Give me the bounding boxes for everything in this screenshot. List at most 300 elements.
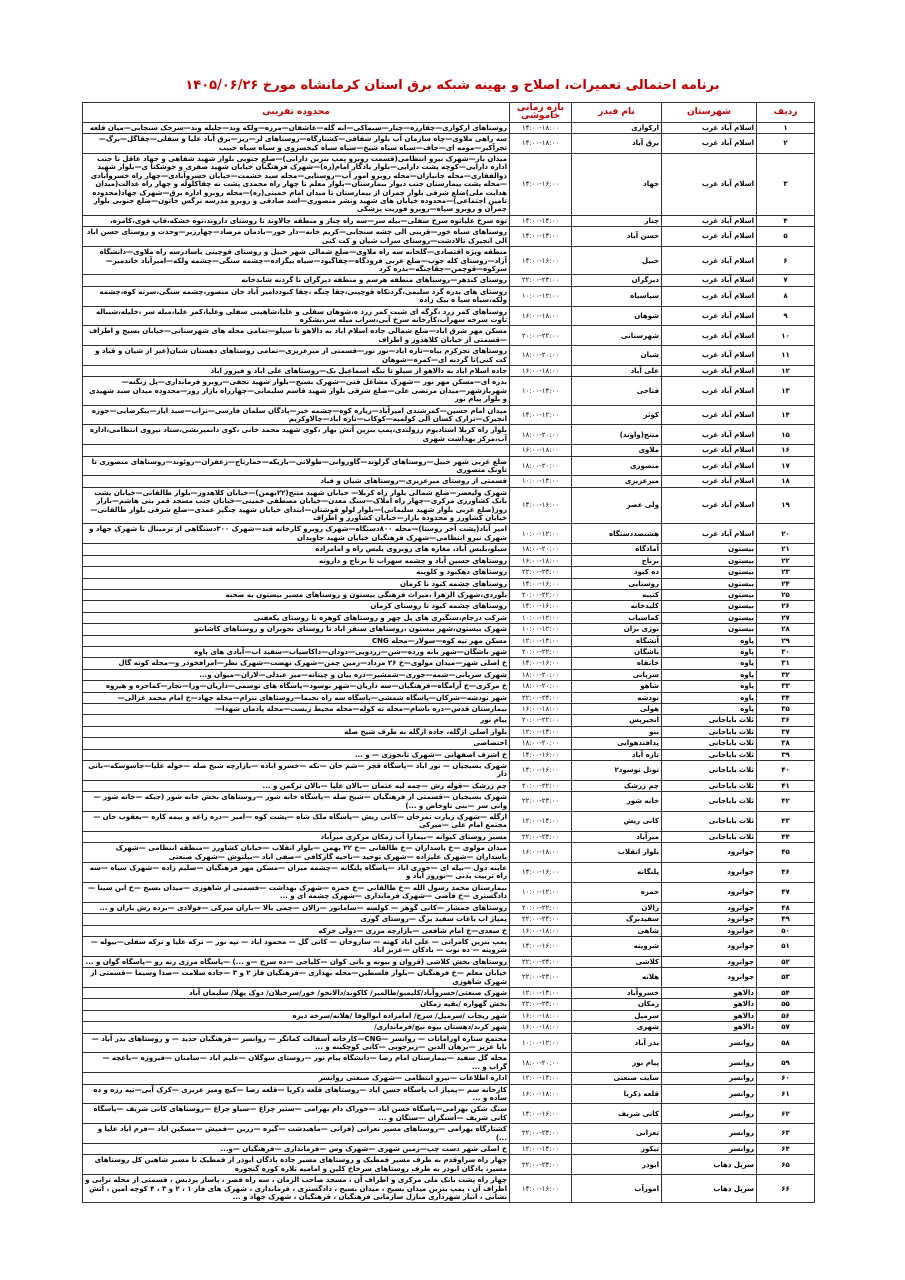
row-feeder: برناج xyxy=(572,555,662,566)
row-area: شهرک بسیجیان —قسمتی از فرهنگیان —شیخ صله —پاسگاه خانه شور —روستاهای بخش خانه شور (جبکه —خانه شور —وانی سر —بنی ناوخاص و ...) xyxy=(83,792,510,812)
row-number: ۲۵ xyxy=(757,589,815,600)
table-row xyxy=(83,914,815,925)
row-area: روستاهای بخش کلاشی (قزوان و بیونه و بانی کوان —کلیاجی —ده سرخ —و ...) —پاسگاه مرزی رنه رو —پاسگاه گوان و ... xyxy=(83,956,510,967)
row-number: ۵۴ xyxy=(757,987,815,998)
row-number: ۴۵ xyxy=(757,843,815,863)
row-city: روانسر xyxy=(662,1073,757,1084)
row-feeder: انجیرپس xyxy=(572,715,662,726)
table-row xyxy=(83,1104,815,1124)
row-feeder: آمادگاه xyxy=(572,544,662,555)
row-area: شهرک ولیعصر—ضلع شمالی بلوار راه کربلا— خیابان شهید متنج(۲۲بهمن)—خیابان کلاهدوز—بلوار طالقانی—خیابان پشت بانک کشاورزی مرکزی—چهار راه املاک—سنگ معدن—خیابان مصطفی خمینی—خیابان جنب مسجد قمر بنی هاشم—بازار روز(ضلع غربی بلوار شهید سلیمانی)—بلوار لولو قوشتان—ابتدای خیابان شهید چنگیز عمدی—ضلع شرقی بلوار طالقانی—خیابان کشاورز و محدوده بازار—خیابان کشاورز و اطراف xyxy=(83,487,510,524)
table-row xyxy=(83,326,815,346)
row-number: ۳۸ xyxy=(757,738,815,749)
table-row xyxy=(83,646,815,657)
row-number: ۱ xyxy=(757,122,815,133)
table-header-row xyxy=(83,103,815,123)
row-area: سه راهی ملاوی—چاه سازمان آب بلوار شقاقی—کشتارگاه—روستاهای لر—ریز—برق آباد علیا و سفلی—چقاگل—برگ—تجرآکبر—مومه ای—جاف—سیاه سیاه شیخ—سیاه سیاه کیخسروی و سیاه سیاه حبیب xyxy=(83,134,510,154)
table-row xyxy=(83,405,815,425)
row-area: مسکن مهر تپه کوه—سولار—محله CNG xyxy=(83,635,510,646)
row-feeder: خسروآباد xyxy=(572,987,662,998)
row-number: ۷ xyxy=(757,275,815,286)
row-city: بیستون xyxy=(662,567,757,578)
row-city: اسلام آباد غرب xyxy=(662,445,757,456)
row-number: ۱۹ xyxy=(757,487,815,524)
row-time: ۲۲:۰۰-۲۴:۰۰ xyxy=(510,275,572,286)
table-row xyxy=(83,703,815,714)
row-city: پاوه xyxy=(662,658,757,669)
row-city: جوانرود xyxy=(662,936,757,956)
row-area: کارخانه سم —پمپاژ اب پاسگاه حسن اباد —روستاهای قلعه ذکریا —قلعه رضا —کیچ ومیر عزیزی —کرک آبی—تپه رزه و ده ساده و ... xyxy=(83,1084,510,1104)
row-feeder: جهاد xyxy=(572,154,662,216)
row-city: اسلام آباد غرب xyxy=(662,247,757,275)
row-feeder: پیام نور xyxy=(572,1053,662,1073)
row-city: ثلاث باباجانی xyxy=(662,761,757,781)
row-area: پمپ بنزین کامرانی — علی اباد کهنه — ساروخان — کانی گل — محمود اباد — تپه نور — ترکه علیا و ترکه سفلی—بیوله — شروینه — ده نوت — بادکان —عزیز اباد xyxy=(83,936,510,956)
row-feeder: تیکوز xyxy=(572,1144,662,1155)
row-time: ۱۶:۰۰-۱۸:۰۰ xyxy=(510,306,572,326)
table-row xyxy=(83,1033,815,1053)
row-area: پیام نور xyxy=(83,715,510,726)
row-city: بیستون xyxy=(662,544,757,555)
row-time: ۱۰:۰۰-۱۲:۰۰ xyxy=(510,624,572,635)
schedule-table xyxy=(82,102,815,1203)
row-city: اسلام آباد غرب xyxy=(662,365,757,376)
row-feeder: شاهی xyxy=(572,925,662,936)
row-city: پاوه xyxy=(662,669,757,680)
row-number: ۱۷ xyxy=(757,456,815,476)
table-row xyxy=(83,286,815,306)
header-city: شهرستان xyxy=(662,103,757,123)
row-time: ۱۲:۰۰-۱۴:۰۰ xyxy=(510,726,572,737)
row-city: ثلاث باباجانی xyxy=(662,749,757,760)
row-area: اختصاصی xyxy=(83,738,510,749)
row-number: ۲۶ xyxy=(757,601,815,612)
row-feeder: پلنگانه xyxy=(572,863,662,883)
row-number: ۴۱ xyxy=(757,780,815,791)
row-feeder: زمکان xyxy=(572,999,662,1010)
row-city: اسلام آباد غرب xyxy=(662,425,757,445)
row-city: بیستون xyxy=(662,555,757,566)
row-number: ۲ xyxy=(757,134,815,154)
table-row xyxy=(83,1124,815,1144)
table-body xyxy=(83,122,815,1203)
row-feeder: کلاشی xyxy=(572,956,662,967)
row-number: ۱۶ xyxy=(757,445,815,456)
row-area: روستاهای سیاه خور—قرینی الی چشه سنجابی—کریم خانه—دار خور—بادمان مرصاد—چهارزبر—وحدت و روستای حسن اباد الی انجیرک تالادشت—روستای سراب شیان و کت کنی xyxy=(83,227,510,247)
row-city: بیستون xyxy=(662,589,757,600)
row-number: ۳۰ xyxy=(757,646,815,657)
header-time: بازه زمانی خاموشی xyxy=(510,103,572,123)
row-feeder: کماسیاب xyxy=(572,612,662,623)
table-row xyxy=(83,863,815,883)
table-row xyxy=(83,365,815,376)
header-feeder: نام فیدر xyxy=(572,103,662,123)
row-time: ۱۲:۰۰-۱۴:۰۰ xyxy=(510,812,572,832)
row-area: میدان مولوی —خ پاسداران —خ طالقانی —خ ۲۲ بهمن —بلوار انقلاب —خیابان کشاورز —منطقه انتظامی —شهرک پاسداران —شهرک علیزاده —شهرک توحید —ناحیه گازکافی —صفی اباد —بیلتوش —شهرک صنعتی xyxy=(83,843,510,863)
row-feeder: دیزگران xyxy=(572,275,662,286)
row-time: ۲۲:۰۰-۲۴:۰۰ xyxy=(510,692,572,703)
table-row xyxy=(83,425,815,445)
row-time: ۱۴:۰۰-۱۲:۰۰ xyxy=(510,405,572,425)
row-feeder: نوژی بران xyxy=(572,624,662,635)
row-area: روستاهای ارکوازی—چقارزه—چنار—سیماکی—انه گله—عاشقان—مرزه—ولکه وند—جلیله وند—سرخک سنجابی—میان قلعه xyxy=(83,122,510,133)
row-feeder: حمزه xyxy=(572,882,662,902)
row-city: بیستون xyxy=(662,612,757,623)
table-row xyxy=(83,306,815,326)
row-area: شهرک بیستون،شهر بیستون ،روستاهای سنقر اباد تا روستای نجوبران و روستاهای کاشانتو xyxy=(83,624,510,635)
row-time: ۱۲:۰۰-۱۴:۰۰ xyxy=(510,635,572,646)
table-row xyxy=(83,1022,815,1033)
row-area: بلوردی،شهرک الزهرا ،میراث فرهنگی بیستون و روستاهای مسیر بیستون به صحنه xyxy=(83,589,510,600)
row-city: روانسر xyxy=(662,1124,757,1144)
row-area: مجتمع ستاره اورامانات — روانسر —CNG—کارخانه آسفالت کمانگر — روانسر —فرهنگیان جدید — و روستاهای بدر آباد —بابا عزیز —برهان الدین —زیرجوبی —کانی کوچکینه و ... xyxy=(83,1033,510,1053)
row-city: اسلام آباد غرب xyxy=(662,275,757,286)
table-row xyxy=(83,968,815,988)
row-number: ۳ xyxy=(757,154,815,216)
row-number: ۱۸ xyxy=(757,476,815,487)
row-number: ۵۰ xyxy=(757,925,815,936)
row-area: شهرک بسیجیان — نور اباد —پاسگاه قجر —شم خان —تکه —خسرو اباده —بازارچه شیخ صله —خوله علیا—جاسوسکه—بانی دار xyxy=(83,761,510,781)
row-time: ۱۴:۰۰-۱۶:۰۰ xyxy=(510,761,572,781)
row-number: ۳۳ xyxy=(757,681,815,692)
row-feeder: هشتصددستگاه xyxy=(572,524,662,544)
row-feeder: ولی عصر xyxy=(572,487,662,524)
row-area xyxy=(83,445,510,456)
row-number: ۳۵ xyxy=(757,703,815,714)
row-city: اسلام آباد غرب xyxy=(662,134,757,154)
row-city: بیستون xyxy=(662,601,757,612)
row-area: میدان امام حسین—کمرشندی امیرآباد—زیاره کوه—چشمه خیر—پادگان سلمان فارسی—تراب—سید ایاز—بیکرضایی—جوزه انجیرک—تزارک کسان الی کولمبه—کوکاب—تازه اباد—چالاوکریم xyxy=(83,405,510,425)
row-feeder: شیان xyxy=(572,346,662,366)
row-time: ۱۰:۰۰-۱۲:۰۰ xyxy=(510,882,572,902)
row-feeder: سایت صنعتی xyxy=(572,1073,662,1084)
row-time: ۲۰:۰۰-۲۲:۰۰ xyxy=(510,780,572,791)
row-number: ۶ xyxy=(757,247,815,275)
row-area: خیابان معلم —خ فرهنگیان —بلوار فلسطین—محله بهداری —فرهنگیان فاز ۲ و ۳ —جاده سلامت —صدا وسیما —قسمتی از شهرک شاهوزی xyxy=(83,968,510,988)
row-time: ۱۶:۰۰-۱۸:۰۰ xyxy=(510,1022,572,1033)
row-area: خ سعدی—خ امام شافعی —بازارچه مرزی —دولی خرکه xyxy=(83,925,510,936)
row-time: ۱۴:۰۰-۱۶:۰۰ xyxy=(510,863,572,883)
row-city: پاوه xyxy=(662,703,757,714)
row-feeder: سرمیل xyxy=(572,1010,662,1021)
page-title: برنامه احتمالی تعمیرات، اصلاح و بهینه شبکه برق استان کرمانشاه مورخ ۱۴۰۵/۰۶/۲۶ xyxy=(185,78,720,93)
row-number: ۴۰ xyxy=(757,761,815,781)
row-number: ۴۴ xyxy=(757,831,815,842)
row-area: میدان بار—شهرک نیرو انتظامی(قسمت روبرو پمپ بنزین دارایی)—ضلع جنوبی بلوار شهید شفاهی و جهاد عاقل تا جنب اداره دارایی—کوچه پشت دارایی—بلوار یادگار امام(ره)—شهرک فرهنگیان خیابان شهید صفری و خوشکنا ی—بلوار شهید ذوالفقاری—محله جانبازان—محله روبرو امور آب—روستایی—محله سید حشمت—خیابان خسروآبادی—چهار راه خسروآبادی—محله پشت بیمارستان جنب دیوار بیمارستان—بلوار معلم تا چهار راه محمدی پشت ته چقاکلوله و چهار راه عدالت(میدان هدایت ملی)ضلع شرقی بلوار چمران از بیمارستان تا میدان امام خمینی(ره)—محله روبرو اداره برق—شهرک جهاد(محدوده تامین اجتماعی)—محدوده خیابان های شهید ونشر منصوری—اسد صادقی و روبرو مدرسه نرگس خاتون—ضلع جنوبی بلوار چمران و روبرو سپاه—روبرو فوریت پزشکی xyxy=(83,154,510,216)
row-area: خ اصلی شهر دست چپ—زمین شهری —شهرک وس —فرمانداری —فرهنگیان —و... xyxy=(83,1144,510,1155)
row-area: روستاهای دهکبود و کلوینه xyxy=(83,567,510,578)
row-time: ۲۰:۰۰-۲۲:۰۰ xyxy=(510,902,572,913)
row-time: ۱۸:۰۰-۲۰:۰۰ xyxy=(510,425,572,445)
row-number: ۴ xyxy=(757,215,815,226)
table-row xyxy=(83,831,815,842)
table-row xyxy=(83,843,815,863)
row-feeder: نودشه xyxy=(572,692,662,703)
row-city: اسلام آباد غرب xyxy=(662,377,757,405)
table-row xyxy=(83,902,815,913)
table-row xyxy=(83,792,815,812)
row-city: روانسر xyxy=(662,1033,757,1053)
row-city: پاوه xyxy=(662,681,757,692)
row-number: ۳۱ xyxy=(757,658,815,669)
row-time: ۱۶:۰۰-۱۸:۰۰ xyxy=(510,925,572,936)
row-number: ۶۵ xyxy=(757,1155,815,1175)
table-row xyxy=(83,738,815,749)
table-row xyxy=(83,275,815,286)
row-number: ۵ xyxy=(757,227,815,247)
row-feeder: امورآب xyxy=(572,1175,662,1203)
row-city: پاوه xyxy=(662,635,757,646)
row-feeder: میرعزیزی xyxy=(572,476,662,487)
row-number: ۲۱ xyxy=(757,544,815,555)
row-time: ۱۶:۰۰-۱۸:۰۰ xyxy=(510,445,572,456)
table-row xyxy=(83,456,815,476)
row-area: شهر کرند/دهستان بیوه نیچ/فرمانداری/ xyxy=(83,1022,510,1033)
row-time: ۱۶:۰۰-۱۸:۰۰ xyxy=(510,843,572,863)
row-time: ۲۰:۰۰-۲۲:۰۰ xyxy=(510,589,572,600)
row-time: ۱۴:۰۰-۱۶:۰۰ xyxy=(510,749,572,760)
row-number: ۵۱ xyxy=(757,936,815,956)
row-area: امیر آباد(پشت آخر روستا)—محله ۸۰۰دستگاه—شهرک روبرو کارخانه قند—شهرک ۳۰۰دستگاهی از ترمینال تا شهرک جهاد و شهرک نیرو انتظامی—شهرک فرهنگیان خیابان شهید جاویدان xyxy=(83,524,510,544)
row-city: اسلام آباد غرب xyxy=(662,405,757,425)
row-area: خ اشرف اصفهانی —شهرک تابجوزی — و ... xyxy=(83,749,510,760)
table-row xyxy=(83,544,815,555)
row-feeder: کلیدخانه xyxy=(572,601,662,612)
row-city: اسلام آباد غرب xyxy=(662,286,757,306)
row-number: ۲۹ xyxy=(757,635,815,646)
row-feeder: ارکوازی xyxy=(572,122,662,133)
row-time: ۱۰:۰۰-۱۲:۰۰ xyxy=(510,524,572,544)
row-feeder: تازه آباد xyxy=(572,749,662,760)
row-time: ۲۲:۰۰-۲۴:۰۰ xyxy=(510,956,572,967)
row-time: ۱۴:۰۰-۱۶:۰۰ xyxy=(510,601,572,612)
table-row xyxy=(83,1175,815,1203)
table-row xyxy=(83,247,815,275)
row-time: ۱۶:۰۰-۱۸:۰۰ xyxy=(510,365,572,376)
row-city: جوانرود xyxy=(662,882,757,902)
row-city: اسلام آباد غرب xyxy=(662,326,757,346)
row-feeder: علی آباد xyxy=(572,365,662,376)
table-row xyxy=(83,669,815,680)
row-time: ۱۰:۰۰-۱۴:۰۰ xyxy=(510,377,572,405)
row-area: مسیر روستای کیوانه —بیمارا آب زمکان مرکزی میرآباد xyxy=(83,831,510,842)
row-number: ۶۶ xyxy=(757,1175,815,1203)
row-number: ۲۲ xyxy=(757,555,815,566)
row-number: ۵۶ xyxy=(757,1010,815,1021)
row-feeder: ده کبود xyxy=(572,567,662,578)
row-time: ۱۶:۰۰-۱۸:۰۰ xyxy=(510,1084,572,1104)
row-time: ۱۸:۰۰-۲۰:۰۰ xyxy=(510,346,572,366)
row-feeder: منصوری xyxy=(572,456,662,476)
row-time: ۱۰:۰۰-۱۲:۰۰ xyxy=(510,286,572,306)
row-city: روانسر xyxy=(662,1084,757,1104)
row-area: منطقه ویژه اقتصادی—گلخانه سه راه ملاوی—ضلع شمالی شهر حبیل و روستای قوچینی باسادرسه راه ملاوی—دانشگاه آزاد—روستای کله جوب—ضلع غربی فرودگاه—چقاگیود—سیاه بیگزاده—چشمه سنگی—چشمه ولکه—امیرآباد خاندمیر—سرکوه—قوچمن—چقاچنگه—بدره کرد xyxy=(83,247,510,275)
row-time: ۲۲:۰۰-۲۴:۰۰ xyxy=(510,999,572,1010)
row-number: ۱۲ xyxy=(757,365,815,376)
row-feeder: کتیبه xyxy=(572,589,662,600)
row-number: ۴۶ xyxy=(757,863,815,883)
row-area: بخش گهواره /بقیه زمکان xyxy=(83,999,510,1010)
row-city: دالاهو xyxy=(662,987,757,998)
row-area: شهرک سرپانی—شمه—جوری—شمشیر—دره بیان و چیتانه—میر عبدلی—لاران—میوان و... xyxy=(83,669,510,680)
row-number: ۳۷ xyxy=(757,726,815,737)
row-area: روستاهای جمشاز —کانی گوهر — کولسه —سامانور —زالان —چمی بالا —باران میرکی —فولادی —برده رش باران و ... xyxy=(83,902,510,913)
row-city: اسلام آباد غرب xyxy=(662,487,757,524)
row-time: ۱۴:۰۰-۱۶:۰۰ xyxy=(510,658,572,669)
row-number: ۳۹ xyxy=(757,749,815,760)
row-area: کشتارگاه بهرامی —روستاهای مسیر تعرانی (قرانی —ماهیدشت —گیره —زرین —قمیش —مسکین اباد —فرم اباد علیا و ...) xyxy=(83,1124,510,1144)
table-row xyxy=(83,134,815,154)
table-row xyxy=(83,346,815,366)
row-city: دالاهو xyxy=(662,1022,757,1033)
table-row xyxy=(83,589,815,600)
row-feeder: سفیدبرگ xyxy=(572,914,662,925)
row-time: ۲۲:۰۰-۲۴:۰۰ xyxy=(510,567,572,578)
table-row xyxy=(83,122,815,133)
row-area: خ مرکزی—خ آرامگاه—فرهنگیان—سه داریان—شهر نوسود—پاسگاه های نوسمی—داریان—ورا—نجار—کماجره و هیروه xyxy=(83,681,510,692)
row-number: ۴۳ xyxy=(757,812,815,832)
row-feeder: ملاوی xyxy=(572,445,662,456)
row-time: ۱۰:۰۰-۱۴:۰۰ xyxy=(510,476,572,487)
row-feeder: چم زرشک xyxy=(572,780,662,791)
row-feeder: بلوار انقلاب xyxy=(572,843,662,863)
row-area: روستاهای تجرکرم بیاه—تازه اباد—نور نور—قسمتی از میرعزیزی—تمامی روستاهای دهستان شیان(غیر از شیان و قیاد و کت کنی)تا گردنه ای—کمره—شوهان xyxy=(83,346,510,366)
table-row xyxy=(83,487,815,524)
row-time: ۱۲:۰۰-۱۴:۰۰ xyxy=(510,1073,572,1084)
row-city: سرپل ذهاب xyxy=(662,1155,757,1175)
row-city: ثلاث باباجانی xyxy=(662,831,757,842)
row-feeder: کانی ریش xyxy=(572,812,662,832)
row-area: بیمارستان قدس—دره باسام—محله ته کوله—محله محیط زیست—محله پادمان شهدا— xyxy=(83,703,510,714)
row-city: ثلاث باباجانی xyxy=(662,715,757,726)
table-row xyxy=(83,601,815,612)
row-feeder: شهرستانی xyxy=(572,326,662,346)
row-number: ۲۳ xyxy=(757,567,815,578)
table-row xyxy=(83,154,815,216)
table-row xyxy=(83,749,815,760)
row-time: ۱۰:۰۰-۱۲:۰۰ xyxy=(510,612,572,623)
row-time: ۱۴:۰۰-۱۴:۰۰ xyxy=(510,227,572,247)
table-row xyxy=(83,1010,815,1021)
row-time: ۲۰:۰۰-۲۲:۰۰ xyxy=(510,326,572,346)
row-city: پاوه xyxy=(662,646,757,657)
row-area: محله گل سفید —بیمارستان امام رضا —دانشگاه پیام نور —روستای سوگلان —علیم اباد —سامنان —فیروزه —باغچه —گراب و ... xyxy=(83,1053,510,1073)
row-feeder: شوهان xyxy=(572,306,662,326)
row-number: ۵۵ xyxy=(757,999,815,1010)
row-number: ۴۷ xyxy=(757,882,815,902)
row-time: ۱۴:۰۰-۱۸:۰۰ xyxy=(510,122,572,133)
row-area: بیمارستان محمد رسول الله —خ طالقانی —خ حمزه —شهرک بهداشت —قسمتی از شاهوزی —میدان بسیج —خ ابن سینا —دادگستری —خ قاضی —شهرک فرمانداری —شهرک چشمه ای و ... xyxy=(83,882,510,902)
row-city: جوانرود xyxy=(662,863,757,883)
row-feeder: برق آباد xyxy=(572,134,662,154)
row-feeder: شهری xyxy=(572,1022,662,1033)
row-city: بیستون xyxy=(662,578,757,589)
row-area: روستای های بدره گرد سلیمی،گردنکاه قوچینی،چقا چنگه ،چقا کبوددامیر آباد خان منصور،چشمه سنگی،سرنه کوه،چشمه ولکه،سیاه سیا ه بیک زاده xyxy=(83,286,510,306)
row-feeder: هولی xyxy=(572,703,662,714)
row-feeder: سرپانی xyxy=(572,669,662,680)
row-time: ۲۲:۰۰-۲۴:۰۰ xyxy=(510,968,572,988)
row-city: جوانرود xyxy=(662,925,757,936)
table-row xyxy=(83,925,815,936)
row-city: سرپل ذهاب xyxy=(662,1175,757,1203)
table-row xyxy=(83,1053,815,1073)
row-time: ۱۸:۰۰-۲۰:۰۰ xyxy=(510,456,572,476)
row-city: روانسر xyxy=(662,1104,757,1124)
table-row xyxy=(83,612,815,623)
row-time: ۱۴:۰۰-۱۴:۰۰ xyxy=(510,215,572,226)
row-area: روستاهای حسین آباد و چشمه سهراب تا برناج و دارونه xyxy=(83,555,510,566)
row-feeder: باشگان xyxy=(572,646,662,657)
row-number: ۶۴ xyxy=(757,1144,815,1155)
row-area: سیلو،بلبس آباد، مغازه های روبروی پلیس راه و امامزاده xyxy=(83,544,510,555)
row-time: ۲۲:۰۰-۲۴:۰۰ xyxy=(510,1155,572,1175)
row-time: ۱۸:۰۰-۲۰:۰۰ xyxy=(510,681,572,692)
row-area: جاده اسلام اباد به دالاهو از سیلو تا تنگه اسماعیل بک—روستاهای علی اباد و فیروز اباد xyxy=(83,365,510,376)
row-area: سنگ شکن بهرامی—پاسگاه حسن اباد —خوراک دام بهرامی —ستیر چراغ —سیاو چراغ —روستاهای کانی شریف —پاسگاه کانی شریف —آسنگران —سنگان و ... xyxy=(83,1104,510,1124)
row-number: ۶۰ xyxy=(757,1073,815,1084)
row-city: ثلاث باباجانی xyxy=(662,812,757,832)
table-row xyxy=(83,715,815,726)
row-city: جوانرود xyxy=(662,968,757,988)
row-number: ۲۷ xyxy=(757,612,815,623)
row-feeder: میرآباد xyxy=(572,831,662,842)
row-feeder: فتاحی xyxy=(572,377,662,405)
row-city: ثلاث باباجانی xyxy=(662,738,757,749)
row-feeder: روستایی xyxy=(572,578,662,589)
table-row xyxy=(83,635,815,646)
table-row xyxy=(83,555,815,566)
row-time: ۲۲:۰۰-۲۴:۰۰ xyxy=(510,1124,572,1144)
row-feeder: تعزانی xyxy=(572,1124,662,1144)
table-row xyxy=(83,227,815,247)
row-time: ۱۶:۰۰-۱۸:۰۰ xyxy=(510,555,572,566)
row-feeder: ابوذر xyxy=(572,1155,662,1175)
row-number: ۳۶ xyxy=(757,715,815,726)
table-row xyxy=(83,692,815,703)
table-row xyxy=(83,812,815,832)
row-feeder: بنو xyxy=(572,726,662,737)
table-row xyxy=(83,999,815,1010)
row-number: ۴۸ xyxy=(757,902,815,913)
row-city: اسلام آباد غرب xyxy=(662,346,757,366)
row-time: ۱۴:۰۰-۱۶:۰۰ xyxy=(510,1104,572,1124)
row-feeder: شاهو xyxy=(572,681,662,692)
row-area: ازگله —شهرک زیارت تمرخان —کانی ریش —پاسگاه ملک شاه —پشت کوه —امیر —دره زاغه و نیمه کاره —یعقوب خان —مجتمع امام علی —میرکی xyxy=(83,812,510,832)
row-feeder: سیاسیاه xyxy=(572,286,662,306)
row-feeder: متنج(واوند) xyxy=(572,425,662,445)
row-number: ۳۴ xyxy=(757,692,815,703)
row-city: جوانرود xyxy=(662,843,757,863)
row-area: پمپاژ اب باغات سفید برگ —روستای گوری xyxy=(83,914,510,925)
row-city: روانسر xyxy=(662,1053,757,1073)
row-city: جوانرود xyxy=(662,914,757,925)
row-city: ثلاث باباجانی xyxy=(662,726,757,737)
row-feeder: آتشگاه xyxy=(572,635,662,646)
row-number: ۶۱ xyxy=(757,1084,815,1104)
row-city: اسلام آباد غرب xyxy=(662,227,757,247)
row-area: چهار راه سراوقدم به طرف مسیر قمطیک و روستاهای مسیر جاده پادگان ابوذر از قمطیک تا مسیر شاهین کل روستاهای مسیر، پادگان ابوذر به طرف روستاهای سرخاخ کلین و امامیه تلاره کوره گنجوره xyxy=(83,1155,510,1175)
row-number: ۱۵ xyxy=(757,425,815,445)
row-area: شهرک صنعتی/خسروآباد/کلیمبو/طالمیر/ کاکوند/دالانخو/ خور/سرخیلان/ دوک پهلا/ سلیمان آباد xyxy=(83,987,510,998)
row-area: روستاهای چشمه کبود تا کرمان xyxy=(83,578,510,589)
row-feeder: حسن آباد xyxy=(572,227,662,247)
table-row xyxy=(83,681,815,692)
table-row xyxy=(83,215,815,226)
row-feeder: خانه شور xyxy=(572,792,662,812)
row-city: اسلام آباد غرب xyxy=(662,306,757,326)
row-feeder: بدر آباد xyxy=(572,1033,662,1053)
row-time: ۱۴:۰۰-۱۸:۰۰ xyxy=(510,134,572,154)
